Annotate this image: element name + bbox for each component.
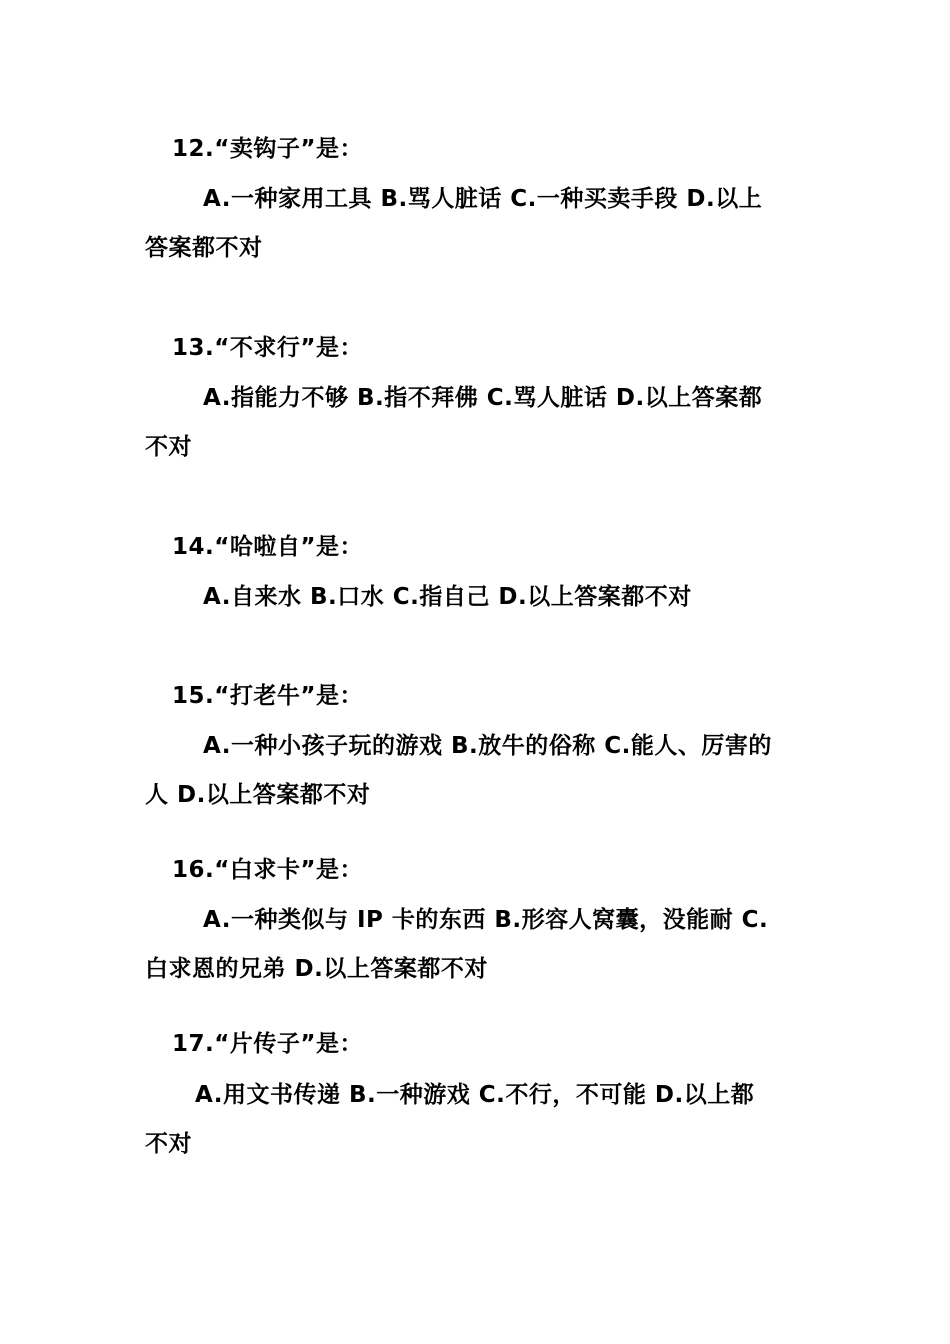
question-14-title: 14.“哈啦自”是： [172,534,363,560]
question-13-options-continued: 不对 [145,434,192,460]
question-12-title: 12.“卖钩子”是： [172,136,363,162]
question-15-title: 15.“打老牛”是： [172,683,363,709]
question-16-options: A.一种类似与 IP 卡的东西 B.形容人窝囊，没能耐 C. [203,907,769,933]
question-14-options: A.自来水 B.口水 C.指自己 D.以上答案都不对 [203,584,692,610]
question-12-options: A.一种家用工具 B.骂人脏话 C.一种买卖手段 D.以上 [203,186,763,212]
question-12-options-continued: 答案都不对 [145,235,263,261]
question-15-options: A.一种小孩子玩的游戏 B.放牛的俗称 C.能人、厉害的 [203,733,772,759]
question-15-options-continued: 人 D.以上答案都不对 [145,782,371,808]
question-17-options-continued: 不对 [145,1131,192,1157]
question-13-title: 13.“不求行”是： [172,335,363,361]
question-17-title: 17.“片传子”是： [172,1031,363,1057]
question-16-title: 16.“白求卡”是： [172,857,363,883]
question-16-options-continued: 白求恩的兄弟 D.以上答案都不对 [145,956,488,982]
question-13-options: A.指能力不够 B.指不拜佛 C.骂人脏话 D.以上答案都 [203,385,763,411]
question-17-options: A.用文书传递 B.一种游戏 C.不行，不可能 D.以上都 [195,1082,755,1108]
